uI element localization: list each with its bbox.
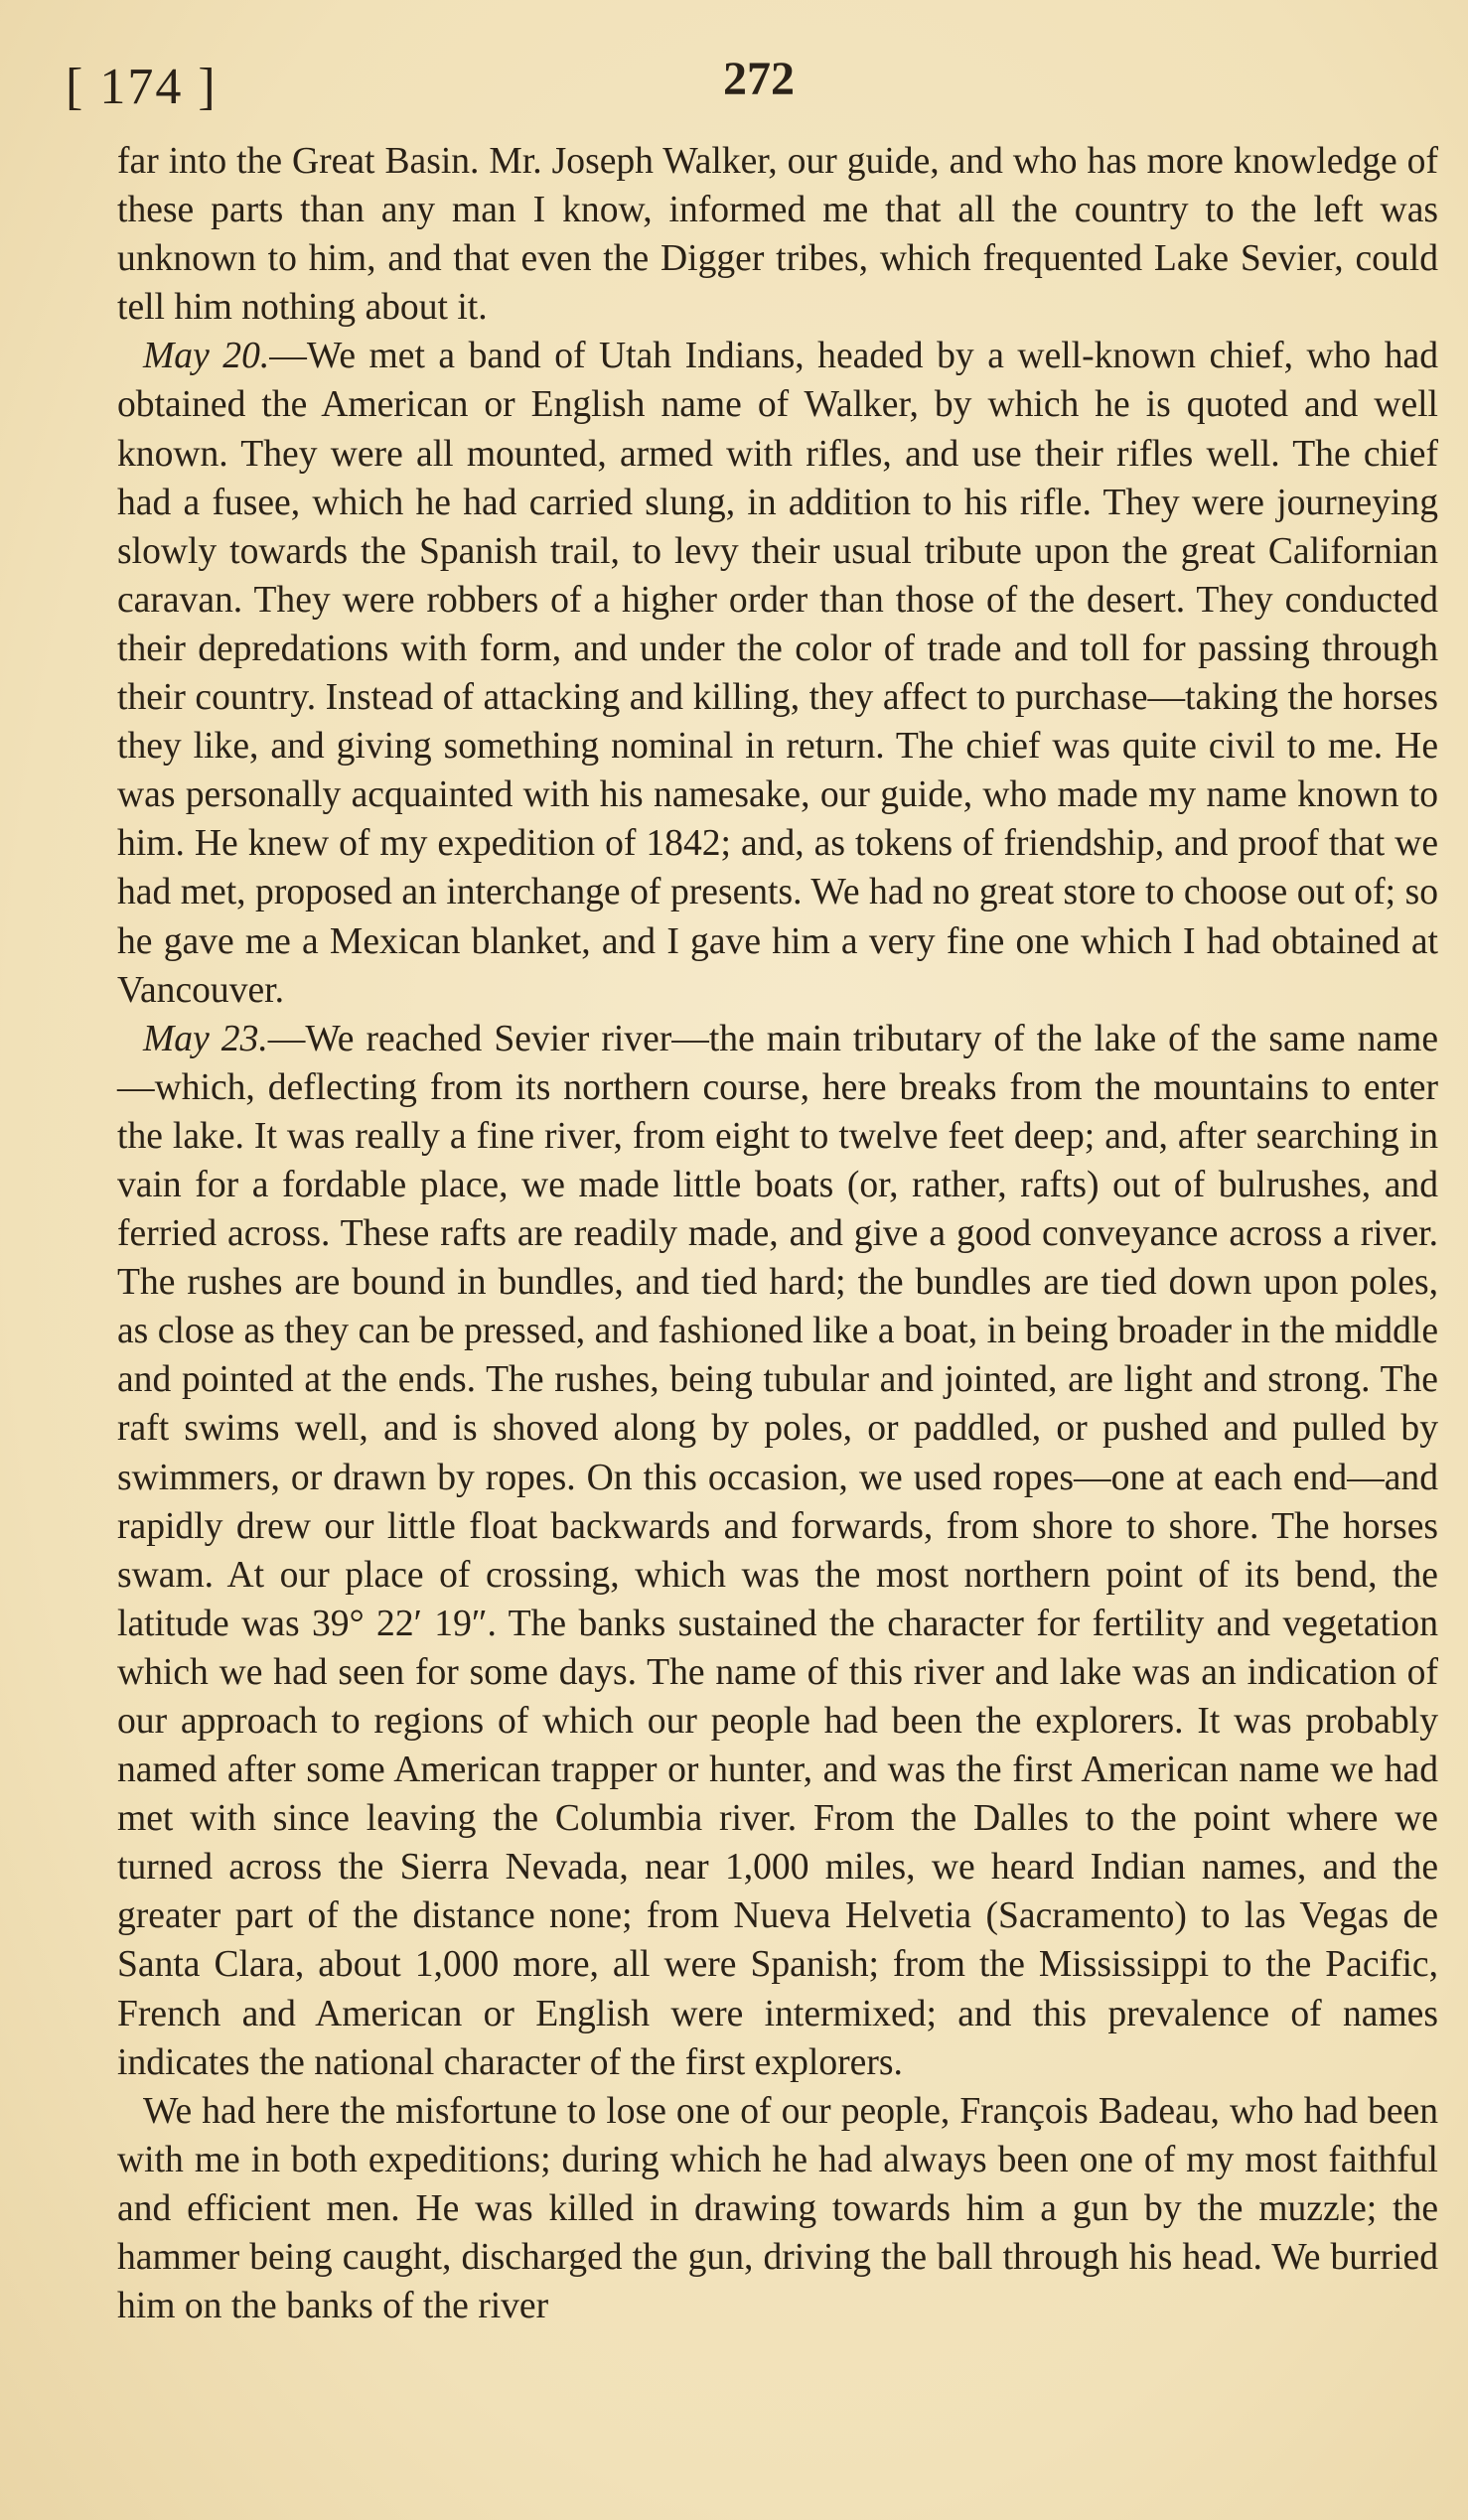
paragraph-text: We had here the misfortune to lose one of our people, François Badeau, who had been with me in both expeditions; during which he had always been one of my most faithful and efficient men. He was killed in drawing towards him a gun by the muzzle; the hammer being caught, discharged the gun, driving the ball through his head. We burried him on the banks of the river bbox=[117, 2090, 1438, 2327]
paragraph-may-20 bbox=[117, 332, 1438, 1014]
page-number: 272 bbox=[723, 53, 795, 105]
paragraph-text: far into the Great Basin. Mr. Joseph Walker, our guide, and who has more knowledge of these parts than any man I know, informed me that all the country to the left was unknown to him, and that even the Digger tribes, which frequented Lake Sevier, could tell him nothing about it. bbox=[117, 141, 1438, 329]
paragraph-text: —We reached Sevier river—the main tributary of the lake of the same name—which, deflecting from its northern course, here breaks from the mountains to enter the lake. It was really a fine river, from eight to twelve feet deep; and, after searching in vain for a fordable place, we made little boats (or, rather, rafts) out of bulrushes, and ferried across. These rafts are readily made, and give a good conveyance across a river. The rushes are bound in bundles, and tied hard; the bundles are tied down upon poles, as close as they can be pressed, and fashioned like a boat, in being broader in the middle and pointed at the ends. The rushes, being tubular and jointed, are light and strong. The raft swims well, and is shoved along by poles, or paddled, or pushed and pulled by swimmers, or drawn by ropes. On this occasion, we used ropes—one at each end—and rapidly drew our little float backwards and forwards, from shore to shore. The horses swam. At our place of crossing, which was the most northern point of its bend, the latitude was 39° 22′ 19″. The banks sustained the character for fertility and vegetation which we had seen for some days. The name of this river and lake was an indication of our approach to regions of which our people had been the explorers. It was probably named after some American trapper or hunter, and was the first American name we had met with since leaving the Columbia river. From the Dalles to the point where we turned across the Sierra Nevada, near 1,000 miles, we heard Indian names, and the greater part of the distance none; from Nueva Helvetia (Sacramento) to las Vegas de Santa Clara, about 1,000 more, all were Spanish; from the Mississippi to the Pacific, French and American or English were intermixed; and this prevalence of names indicates the national character of the first explorers. bbox=[117, 1018, 1439, 2083]
paragraph-badeau bbox=[117, 2087, 1438, 2330]
entry-date: May 23. bbox=[143, 1018, 268, 1059]
body-text bbox=[117, 137, 1438, 2330]
entry-date: May 20. bbox=[143, 336, 270, 377]
paragraph-text: —We met a band of Utah Indians, headed by a well-known chief, who had obtained the American or English name of Walker, by which he is quoted and well known. They were all mounted, armed with rifles, and use their rifles well. The chief had a fusee, which he had carried slung, in addition to his rifle. They were journeying slowly towards the Spanish trail, to levy their usual tribute upon the great Californian caravan. They were robbers of a higher order than those of the desert. They conducted their depredations with form, and under the color of trade and toll for passing through their country. Instead of attacking and killing, they affect to purchase—taking the horses they like, and giving something nominal in return. The chief was quite civil to me. He was personally acquainted with his namesake, our guide, who made my name known to him. He knew of my expedition of 1842; and, as tokens of friendship, and proof that we had met, proposed an interchange of presents. We had no great store to choose out of; so he gave me a Mexican blanket, and I gave him a very fine one which I had obtained at Vancouver. bbox=[117, 336, 1439, 1011]
paragraph-may-23 bbox=[117, 1015, 1438, 2087]
bracketed-page-number: [ 174 ] bbox=[66, 59, 218, 115]
page-header bbox=[66, 40, 1438, 129]
paragraph-continuation bbox=[117, 137, 1438, 332]
